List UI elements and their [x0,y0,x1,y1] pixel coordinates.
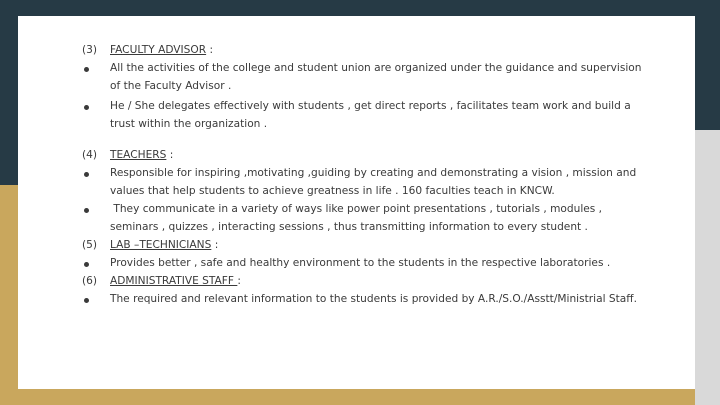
bullet-dot-icon [84,172,89,177]
bullet-dot-icon [84,262,89,267]
section-heading [110,273,241,291]
bullet-text: of the Faculty Advisor . [110,80,232,92]
bullet-dot-icon [84,208,89,213]
bullet-text: values that help students to achieve greatness in life . 160 faculties teach in KNCW. [110,185,555,197]
section-heading-suffix: : [206,44,214,56]
bullet-dot-icon [84,67,89,72]
bullet-text: Responsible for inspiring ,motivating ,guiding by creating and demonstrating a vision , mission and [110,167,637,179]
bullet-text: seminars , quizzes , interacting sessions , thus transmitting information to every student . [110,221,588,233]
bullet-text: He / She delegates effectively with students , get direct reports , facilitates team work and build a [110,100,631,112]
section-number: (6) [82,275,98,287]
slide-content [18,16,695,389]
section-heading-text: TEACHERS [110,149,167,161]
bullet-text: Provides better , safe and healthy environment to the students in the respective laboratories . [110,257,611,269]
bullet-text: All the activities of the college and student union are organized under the guidance and supervision [110,62,642,74]
bullet-text: The required and relevant information to the students is provided by A.R./S.O./Asstt/Ministrial Staff. [110,293,637,305]
background-right-strip [695,130,720,405]
bullet-dot-icon [84,105,89,110]
bullet-text: They communicate in a variety of ways like power point presentations , tutorials , modules , [110,203,603,215]
section-number: (3) [82,44,98,56]
slide-card [18,16,695,389]
section-heading [110,42,213,60]
section-heading-suffix: : [211,239,219,251]
section-heading [110,237,218,255]
section-number: (5) [82,239,98,251]
section-heading-text: FACULTY ADVISOR [110,44,207,56]
section-heading-suffix: : [237,275,241,287]
section-heading-text: LAB –TECHNICIANS [110,239,212,251]
section-heading-text: ADMINISTRATIVE STAFF [110,275,238,287]
bullet-dot-icon [84,298,89,303]
bullet-text: trust within the organization . [110,118,268,130]
section-heading [110,147,173,165]
section-heading-suffix: : [166,149,174,161]
section-number: (4) [82,149,98,161]
